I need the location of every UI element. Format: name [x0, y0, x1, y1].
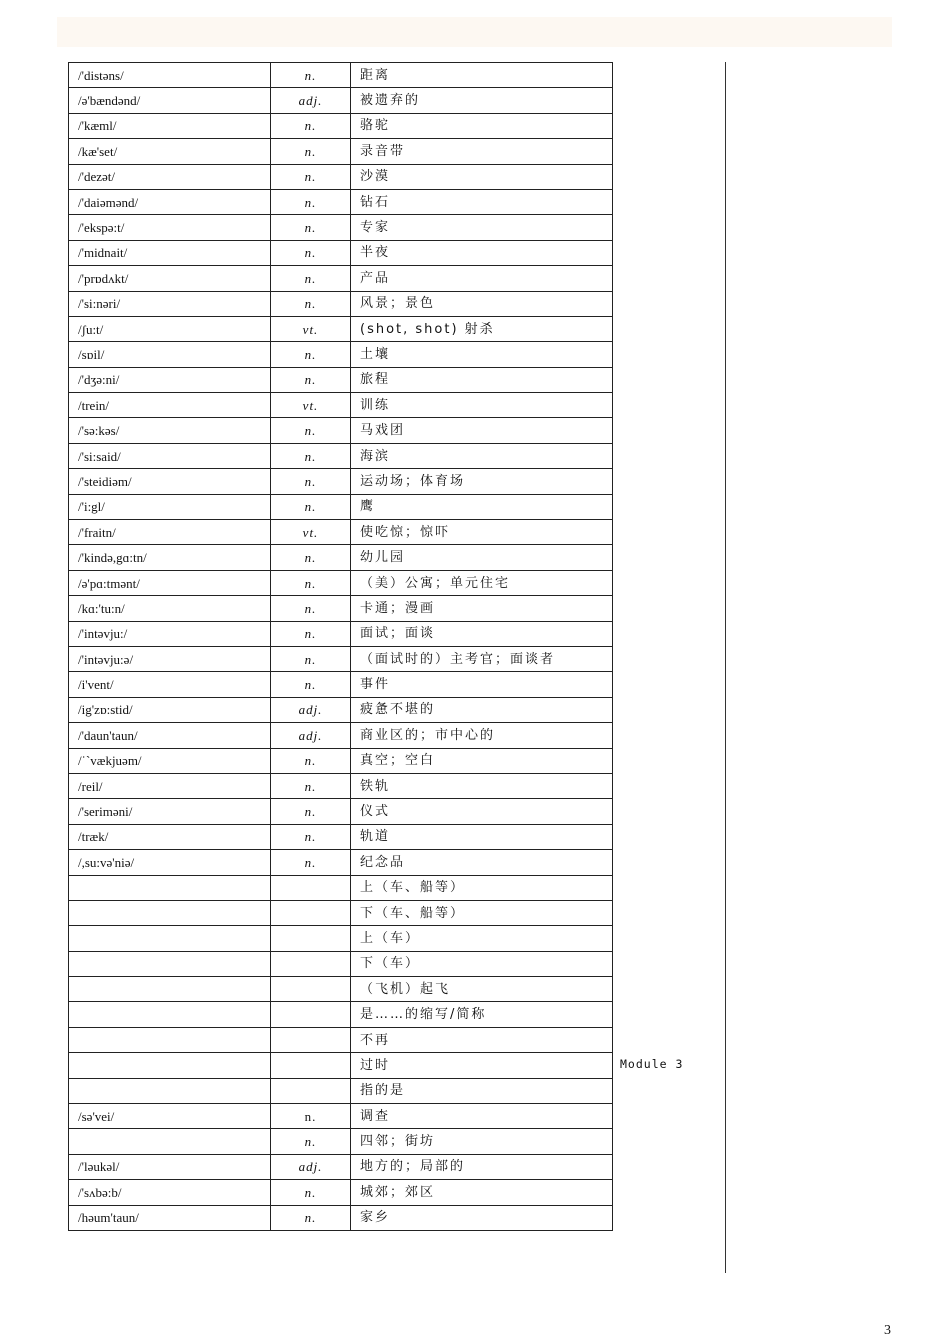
part-of-speech-cell: n.	[271, 291, 351, 316]
phonetic-cell: /'distəns/	[69, 63, 271, 88]
phonetic-cell: /'kində,gɑ:tn/	[69, 545, 271, 570]
meaning-cell: 使吃惊；惊吓	[351, 520, 613, 545]
vocab-row	[69, 1154, 613, 1179]
phonetic-cell	[69, 977, 271, 1002]
vocab-row	[69, 1078, 613, 1103]
vocab-row	[69, 977, 613, 1002]
meaning-cell: 专家	[351, 215, 613, 240]
meaning-cell: 调查	[351, 1104, 613, 1129]
phonetic-cell: /ə'bændənd/	[69, 88, 271, 113]
part-of-speech-cell: n.	[271, 850, 351, 875]
part-of-speech-cell	[271, 977, 351, 1002]
margin-divider-line	[725, 62, 726, 1273]
meaning-cell: 是……的缩写/简称	[351, 1002, 613, 1027]
phonetic-cell: /træk/	[69, 824, 271, 849]
meaning-cell: 鹰	[351, 494, 613, 519]
meaning-cell: 疲惫不堪的	[351, 697, 613, 722]
meaning-cell: 运动场；体育场	[351, 469, 613, 494]
vocab-row	[69, 850, 613, 875]
part-of-speech-cell	[271, 1002, 351, 1027]
part-of-speech-cell: n.	[271, 113, 351, 138]
vocabulary-table-body	[69, 63, 613, 1231]
part-of-speech-cell: n.	[271, 63, 351, 88]
meaning-cell: 指的是	[351, 1078, 613, 1103]
phonetic-cell: /'daiəmənd/	[69, 189, 271, 214]
part-of-speech-cell: n.	[271, 494, 351, 519]
vocab-row	[69, 418, 613, 443]
part-of-speech-cell: n.	[271, 1205, 351, 1230]
meaning-cell: 马戏团	[351, 418, 613, 443]
vocab-row	[69, 316, 613, 341]
meaning-cell: 不再	[351, 1027, 613, 1052]
phonetic-cell: /'ekspə:t/	[69, 215, 271, 240]
phonetic-cell: /'midnait/	[69, 240, 271, 265]
phonetic-cell: /'fraitn/	[69, 520, 271, 545]
meaning-cell: 骆驼	[351, 113, 613, 138]
part-of-speech-cell: n.	[271, 469, 351, 494]
phonetic-cell: /reil/	[69, 773, 271, 798]
phonetic-cell: /sɒil/	[69, 342, 271, 367]
meaning-cell: 纪念品	[351, 850, 613, 875]
vocab-row	[69, 88, 613, 113]
vocab-row	[69, 240, 613, 265]
meaning-cell: （面试时的）主考官；面谈者	[351, 646, 613, 671]
part-of-speech-cell	[271, 875, 351, 900]
part-of-speech-cell	[271, 900, 351, 925]
part-of-speech-cell: n.	[271, 545, 351, 570]
part-of-speech-cell: vt.	[271, 316, 351, 341]
part-of-speech-cell: adj.	[271, 88, 351, 113]
vocab-row	[69, 545, 613, 570]
part-of-speech-cell: n.	[271, 418, 351, 443]
phonetic-cell: /'prɒdʌkt/	[69, 266, 271, 291]
phonetic-cell: /i'vent/	[69, 672, 271, 697]
meaning-cell: 幼儿园	[351, 545, 613, 570]
vocab-row	[69, 672, 613, 697]
vocab-row	[69, 875, 613, 900]
phonetic-cell: /,su:və'niə/	[69, 850, 271, 875]
phonetic-cell: /həum'taun/	[69, 1205, 271, 1230]
part-of-speech-cell: n.	[271, 570, 351, 595]
vocab-row	[69, 900, 613, 925]
meaning-cell: 商业区的；市中心的	[351, 723, 613, 748]
meaning-cell: 城郊；郊区	[351, 1180, 613, 1205]
phonetic-cell: /ˈ`vækjuəm/	[69, 748, 271, 773]
meaning-cell: (shot, shot) 射杀	[351, 316, 613, 341]
page-number: 3	[884, 1323, 891, 1338]
phonetic-cell: /trein/	[69, 393, 271, 418]
part-of-speech-cell: n.	[271, 748, 351, 773]
vocab-row	[69, 215, 613, 240]
part-of-speech-cell: n.	[271, 215, 351, 240]
vocab-row	[69, 393, 613, 418]
vocab-row	[69, 520, 613, 545]
meaning-cell: 土壤	[351, 342, 613, 367]
part-of-speech-cell	[271, 1078, 351, 1103]
vocab-row	[69, 367, 613, 392]
module-label: Module 3	[620, 1057, 684, 1071]
vocab-row	[69, 63, 613, 88]
phonetic-cell	[69, 875, 271, 900]
part-of-speech-cell: n.	[271, 1180, 351, 1205]
vocab-row	[69, 1104, 613, 1129]
part-of-speech-cell: n.	[271, 189, 351, 214]
phonetic-cell: /'dezət/	[69, 164, 271, 189]
meaning-cell: 过时	[351, 1053, 613, 1078]
meaning-cell: 事件	[351, 672, 613, 697]
part-of-speech-cell: vt.	[271, 520, 351, 545]
part-of-speech-cell: n.	[271, 1104, 351, 1129]
part-of-speech-cell: adj.	[271, 1154, 351, 1179]
vocab-row	[69, 697, 613, 722]
part-of-speech-cell: n.	[271, 1129, 351, 1154]
meaning-cell: 训练	[351, 393, 613, 418]
part-of-speech-cell: n.	[271, 367, 351, 392]
meaning-cell: 铁轨	[351, 773, 613, 798]
part-of-speech-cell: n.	[271, 443, 351, 468]
phonetic-cell	[69, 1078, 271, 1103]
part-of-speech-cell: adj.	[271, 697, 351, 722]
meaning-cell: （美）公寓；单元住宅	[351, 570, 613, 595]
meaning-cell: 风景；景色	[351, 291, 613, 316]
phonetic-cell	[69, 1027, 271, 1052]
phonetic-cell: /'sʌbə:b/	[69, 1180, 271, 1205]
vocab-row	[69, 646, 613, 671]
meaning-cell: 被遗弃的	[351, 88, 613, 113]
part-of-speech-cell: n.	[271, 799, 351, 824]
meaning-cell: 真空；空白	[351, 748, 613, 773]
phonetic-cell: /'sə:kəs/	[69, 418, 271, 443]
vocab-row	[69, 773, 613, 798]
part-of-speech-cell	[271, 1027, 351, 1052]
meaning-cell: 地方的；局部的	[351, 1154, 613, 1179]
part-of-speech-cell: n.	[271, 342, 351, 367]
header-band	[57, 17, 892, 47]
phonetic-cell: /sə'vei/	[69, 1104, 271, 1129]
part-of-speech-cell: n.	[271, 646, 351, 671]
meaning-cell: 面试；面谈	[351, 621, 613, 646]
phonetic-cell	[69, 926, 271, 951]
meaning-cell: （飞机）起飞	[351, 977, 613, 1002]
phonetic-cell: /'steidiəm/	[69, 469, 271, 494]
part-of-speech-cell: n.	[271, 164, 351, 189]
meaning-cell: 距离	[351, 63, 613, 88]
vocab-row	[69, 824, 613, 849]
part-of-speech-cell: n.	[271, 266, 351, 291]
phonetic-cell: /ig'zɒ:stid/	[69, 697, 271, 722]
phonetic-cell: /'i:gl/	[69, 494, 271, 519]
vocab-row	[69, 291, 613, 316]
phonetic-cell	[69, 1129, 271, 1154]
vocab-row	[69, 723, 613, 748]
part-of-speech-cell: n.	[271, 773, 351, 798]
meaning-cell: 下（车、船等）	[351, 900, 613, 925]
phonetic-cell: /'seriməni/	[69, 799, 271, 824]
vocab-row	[69, 621, 613, 646]
phonetic-cell: /'intəvju:/	[69, 621, 271, 646]
meaning-cell: 家乡	[351, 1205, 613, 1230]
part-of-speech-cell: n.	[271, 139, 351, 164]
meaning-cell: 录音带	[351, 139, 613, 164]
phonetic-cell	[69, 900, 271, 925]
vocab-row	[69, 1002, 613, 1027]
vocab-row	[69, 1027, 613, 1052]
phonetic-cell: /'daun'taun/	[69, 723, 271, 748]
vocab-row	[69, 342, 613, 367]
meaning-cell: 上（车、船等）	[351, 875, 613, 900]
meaning-cell: 卡通；漫画	[351, 596, 613, 621]
vocab-row	[69, 570, 613, 595]
meaning-cell: 钻石	[351, 189, 613, 214]
phonetic-cell: /'dʒə:ni/	[69, 367, 271, 392]
vocab-row	[69, 164, 613, 189]
meaning-cell: 上（车）	[351, 926, 613, 951]
meaning-cell: 轨道	[351, 824, 613, 849]
meaning-cell: 旅程	[351, 367, 613, 392]
meaning-cell: 半夜	[351, 240, 613, 265]
vocab-row	[69, 494, 613, 519]
meaning-cell: 四邻；街坊	[351, 1129, 613, 1154]
vocab-row	[69, 189, 613, 214]
vocab-row	[69, 266, 613, 291]
vocab-row	[69, 139, 613, 164]
part-of-speech-cell: n.	[271, 596, 351, 621]
part-of-speech-cell	[271, 926, 351, 951]
phonetic-cell: /'ləukəl/	[69, 1154, 271, 1179]
phonetic-cell: /'intəvju:ə/	[69, 646, 271, 671]
vocab-row	[69, 1180, 613, 1205]
vocab-row	[69, 113, 613, 138]
vocabulary-table	[68, 62, 613, 1231]
part-of-speech-cell: n.	[271, 621, 351, 646]
phonetic-cell: /ə'pɑ:tmənt/	[69, 570, 271, 595]
vocab-row	[69, 1053, 613, 1078]
vocab-row	[69, 469, 613, 494]
phonetic-cell	[69, 951, 271, 976]
meaning-cell: 仪式	[351, 799, 613, 824]
part-of-speech-cell	[271, 1053, 351, 1078]
vocab-row	[69, 951, 613, 976]
vocab-row	[69, 799, 613, 824]
meaning-cell: 海滨	[351, 443, 613, 468]
phonetic-cell: /ʃu:t/	[69, 316, 271, 341]
phonetic-cell: /'si:nəri/	[69, 291, 271, 316]
part-of-speech-cell: n.	[271, 672, 351, 697]
vocab-row	[69, 1205, 613, 1230]
phonetic-cell: /'kæml/	[69, 113, 271, 138]
part-of-speech-cell: adj.	[271, 723, 351, 748]
phonetic-cell: /kæ'set/	[69, 139, 271, 164]
part-of-speech-cell	[271, 951, 351, 976]
vocab-row	[69, 1129, 613, 1154]
phonetic-cell	[69, 1002, 271, 1027]
part-of-speech-cell: n.	[271, 824, 351, 849]
part-of-speech-cell: n.	[271, 240, 351, 265]
meaning-cell: 产品	[351, 266, 613, 291]
phonetic-cell: /'si:said/	[69, 443, 271, 468]
vocab-row	[69, 596, 613, 621]
meaning-cell: 沙漠	[351, 164, 613, 189]
vocab-row	[69, 748, 613, 773]
part-of-speech-cell: vt.	[271, 393, 351, 418]
vocab-row	[69, 926, 613, 951]
phonetic-cell	[69, 1053, 271, 1078]
meaning-cell: 下（车）	[351, 951, 613, 976]
vocab-row	[69, 443, 613, 468]
phonetic-cell: /kɑ:'tu:n/	[69, 596, 271, 621]
